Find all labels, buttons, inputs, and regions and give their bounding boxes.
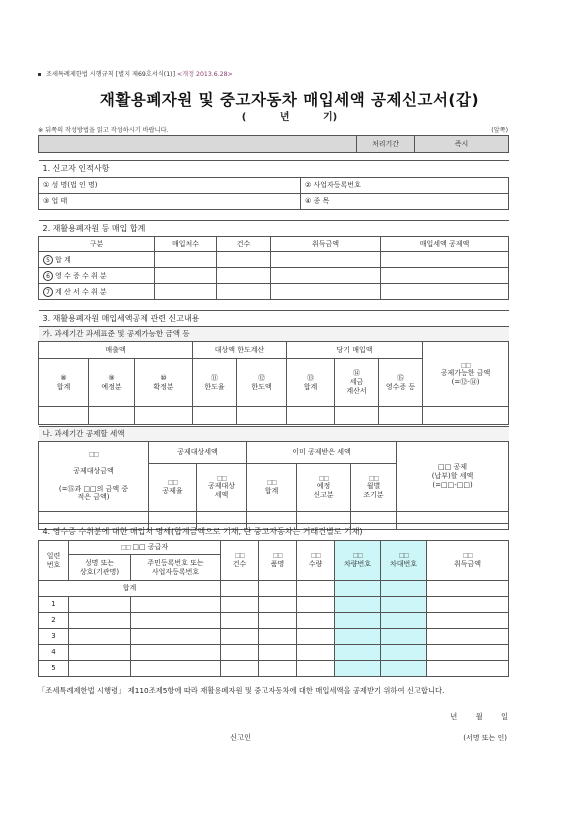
cell[interactable]: [69, 613, 131, 629]
date-line: 년 월 일: [450, 712, 508, 721]
col-acquisition: 취득금액: [271, 237, 381, 252]
row-total-label: [39, 252, 155, 268]
deductible-formula: (=⑫-⑭): [451, 377, 480, 386]
square-marker: □□: [398, 552, 409, 560]
cell[interactable]: [335, 597, 381, 613]
col-count: 건수: [217, 237, 271, 252]
col-label: 품명: [270, 559, 285, 568]
signature-label[interactable]: (서명 또는 인): [463, 734, 507, 742]
col-item: [259, 541, 297, 581]
section2-title: 2. 재활용폐자원 등 매입 합계: [39, 221, 509, 237]
col-label: 차대번호: [389, 559, 418, 568]
square-marker: □□: [460, 361, 471, 369]
applicant-label: 신고인: [230, 733, 252, 742]
cell[interactable]: [221, 629, 259, 645]
col-vehicle-no: [335, 541, 381, 581]
col-deduction: 매입세액 공제액: [381, 237, 509, 252]
cell[interactable]: [89, 407, 135, 425]
square-marker: □□: [352, 552, 363, 560]
col-num: ⑮: [397, 373, 404, 382]
cell[interactable]: [427, 661, 509, 677]
col-deducted-total: [247, 463, 297, 511]
square-marker: □□: [88, 450, 99, 458]
circled-number: 5: [43, 255, 53, 265]
cell[interactable]: [271, 284, 381, 300]
col-label: 한도액: [251, 382, 272, 391]
col-label: 수량: [308, 559, 323, 568]
circled-number: 6: [43, 271, 53, 281]
cell[interactable]: [69, 597, 131, 613]
payable-label-1: □□ 공제: [438, 463, 468, 472]
col-label: 영수증 등: [385, 382, 416, 391]
col-label: 공제율: [162, 486, 183, 495]
page-side: (앞쪽): [491, 127, 508, 134]
cell[interactable]: [297, 645, 335, 661]
col-supplier-id: 주민등록번호 또는 사업자등록번호: [131, 555, 221, 581]
cell[interactable]: [217, 252, 271, 268]
cell[interactable]: [427, 629, 509, 645]
col-supplier-count: 매입처수: [155, 237, 217, 252]
business-item-field[interactable]: ④ 종 목: [301, 194, 509, 210]
purchase-header: 당기 매입액: [287, 342, 423, 359]
cell[interactable]: [155, 284, 217, 300]
col-label: 예정 신고분: [313, 482, 334, 499]
cell[interactable]: [335, 613, 381, 629]
col-label: 합계: [264, 486, 279, 495]
section3-title: 3. 재활용폐자원 매입세액공제 관련 신고내용: [39, 311, 509, 327]
cell[interactable]: [297, 629, 335, 645]
col-num: ⑨: [108, 373, 115, 382]
cell[interactable]: [135, 407, 193, 425]
col-sales-final: [135, 359, 193, 407]
col-label: 합계: [56, 382, 71, 391]
col-count: [221, 541, 259, 581]
col-label: 합계: [303, 382, 318, 391]
col-num: ⑧: [60, 373, 67, 382]
cell[interactable]: [221, 661, 259, 677]
cell[interactable]: [297, 661, 335, 677]
row-serial: 2: [39, 613, 69, 629]
row-label: 영 수 증 수 취 분: [55, 271, 107, 280]
form-period: ( 년 기): [241, 112, 338, 123]
declaration-text: 「조세특례제한법 시행령」 제110조제5항에 따라 재활용폐자원 및 중고자동차에 대한 매입세액을 공제받기 위하여 신고합니다.: [38, 686, 445, 695]
cell[interactable]: [259, 645, 297, 661]
cell[interactable]: [335, 407, 379, 425]
section4-title: 4. 영수증 수취분에 대한 매입처 명세(합계금액으로 기재, 단 중고자동차는 거래건별로 기재): [39, 524, 509, 541]
cell[interactable]: [69, 661, 131, 677]
square-marker: □□: [216, 474, 227, 482]
target-amount-label: 공제대상금액: [73, 467, 114, 475]
cell[interactable]: [427, 613, 509, 629]
cell[interactable]: [131, 613, 221, 629]
cell[interactable]: [335, 629, 381, 645]
form-title: 재활용폐자원 및 중고자동차 매입세액 공제신고서(갑): [99, 91, 480, 109]
row-serial: 4: [39, 645, 69, 661]
col-deduct-rate: [149, 463, 197, 511]
cell[interactable]: [297, 597, 335, 613]
sales-header: 매출액: [39, 342, 193, 359]
cell[interactable]: [381, 613, 427, 629]
cell[interactable]: [335, 661, 381, 677]
col-label: 확정분: [153, 382, 174, 391]
section2-table: [38, 220, 509, 300]
cell[interactable]: [221, 613, 259, 629]
instruction-note: ※ 뒤쪽의 작성방법을 읽고 작성하시기 바랍니다.: [38, 127, 169, 134]
deductible-label: 공제가능한 금액: [440, 369, 491, 377]
target-formula: (=⑮과 □□의 금액 중 적은 금액): [58, 484, 129, 502]
col-chassis-no: [381, 541, 427, 581]
col-label: 한도율: [204, 382, 225, 391]
cell[interactable]: [271, 252, 381, 268]
already-deducted-header: 이미 공제받은 세액: [247, 442, 397, 464]
revision-date: <개정 2013.6.28>: [176, 71, 233, 78]
payable-header: [397, 442, 509, 512]
cell[interactable]: [335, 581, 381, 597]
col-sales-prelim: [89, 359, 135, 407]
cell[interactable]: [381, 268, 509, 284]
cell[interactable]: [297, 581, 335, 597]
deductible-header: [423, 342, 509, 407]
row-serial: 5: [39, 661, 69, 677]
square-marker: □□: [272, 552, 283, 560]
col-sales-total: [39, 359, 89, 407]
col-label: 세금 계산서: [346, 378, 367, 395]
cell[interactable]: [427, 581, 509, 597]
cell[interactable]: [131, 661, 221, 677]
cell[interactable]: [69, 629, 131, 645]
cell[interactable]: [131, 597, 221, 613]
cell[interactable]: [427, 645, 509, 661]
deduct-tax-header: 공제대상세액: [149, 442, 247, 464]
col-num: ⑩: [160, 373, 167, 382]
cell[interactable]: [155, 268, 217, 284]
cell[interactable]: [259, 661, 297, 677]
law-reference: 조세특례제한법 시행규칙 [별지 제69호서식(1)]: [46, 71, 175, 78]
square-marker: □□: [318, 474, 329, 482]
cell[interactable]: [155, 252, 217, 268]
cell[interactable]: [287, 407, 335, 425]
col-purchase-total: [287, 359, 335, 407]
total-row-label: 합계: [39, 581, 221, 597]
square-marker: □□: [167, 479, 178, 487]
processing-shade: [39, 136, 357, 153]
col-label: 예정분: [101, 382, 122, 391]
col-label: 취득금액: [454, 559, 482, 568]
row-invoice-label: [39, 284, 155, 300]
cell[interactable]: [427, 597, 509, 613]
section3-sub-a: 가. 과세기간 과세표준 및 공제가능한 금액 등: [39, 327, 509, 342]
row-receipt-label: [39, 268, 155, 284]
processing-table: [38, 135, 509, 153]
square-marker: □□: [266, 479, 277, 487]
name-field[interactable]: ① 성 명(법 인 명): [39, 178, 301, 194]
cell[interactable]: [131, 645, 221, 661]
cell[interactable]: [297, 613, 335, 629]
row-label: 계 산 서 수 취 분: [55, 287, 107, 296]
cell[interactable]: [39, 407, 89, 425]
payable-label-2: (납부)할 세액: [431, 472, 474, 480]
row-serial: 1: [39, 597, 69, 613]
cell[interactable]: [423, 407, 509, 425]
cell[interactable]: [69, 645, 131, 661]
processing-value: 즉시: [415, 136, 509, 153]
cell[interactable]: [221, 597, 259, 613]
cell[interactable]: [217, 268, 271, 284]
col-label: 월별 조기분: [363, 482, 384, 499]
section1-table: [38, 160, 509, 210]
section4-table: [38, 523, 509, 677]
limit-header: 대상액 한도계산: [193, 342, 287, 359]
cell[interactable]: [335, 645, 381, 661]
col-num: ⑭: [353, 369, 360, 378]
col-supplier-name: 성명 또는 상호(기관명): [69, 555, 131, 581]
square-marker: □□: [310, 552, 321, 560]
col-limit-amount: [237, 359, 287, 407]
cell[interactable]: [193, 407, 237, 425]
section3b-table: [38, 426, 509, 530]
cell[interactable]: [221, 645, 259, 661]
col-serial: 일련 번호: [39, 541, 69, 581]
col-label: 건수: [232, 559, 247, 568]
col-qty: [297, 541, 335, 581]
cell[interactable]: [271, 268, 381, 284]
cell[interactable]: [381, 581, 427, 597]
col-purchase-receipt: [379, 359, 423, 407]
col-deducted-monthly: [351, 463, 397, 511]
cell[interactable]: [381, 252, 509, 268]
cell[interactable]: [259, 597, 297, 613]
square-marker: □□: [462, 552, 473, 560]
payable-formula: (=□□-□□): [432, 480, 473, 489]
cell[interactable]: [259, 613, 297, 629]
cell[interactable]: [259, 581, 297, 597]
cell[interactable]: [217, 284, 271, 300]
col-num: ⑬: [307, 373, 314, 382]
cell[interactable]: [381, 284, 509, 300]
business-type-field[interactable]: ③ 업 태: [39, 194, 301, 210]
row-serial: 3: [39, 629, 69, 645]
form-reference: [38, 69, 233, 78]
cell[interactable]: [131, 629, 221, 645]
col-deducted-prelim: [297, 463, 351, 511]
circled-number: 7: [43, 287, 53, 297]
col-purchase-invoice: [335, 359, 379, 407]
supplier-header: [69, 541, 221, 555]
cell[interactable]: [237, 407, 287, 425]
cell[interactable]: [379, 407, 423, 425]
section1-title: 1. 신고자 인적사항: [39, 161, 509, 178]
col-num: ⑫: [258, 373, 265, 382]
col-label: 공제대상 세액: [207, 482, 236, 499]
col-label: 차량번호: [343, 559, 372, 568]
col-acquire-amount: [427, 541, 509, 581]
cell[interactable]: [381, 645, 427, 661]
section3-sub-b: 나. 과세기간 공제할 세액: [39, 427, 509, 442]
col-num: ⑪: [211, 373, 218, 382]
processing-label: 처리기간: [357, 136, 415, 153]
col-deduct-tax: [197, 463, 247, 511]
cell[interactable]: [221, 581, 259, 597]
section3a-table: [38, 310, 509, 425]
supplier-label: □□ 공급자: [132, 543, 169, 552]
col-limit-rate: [193, 359, 237, 407]
bullet-icon: [38, 73, 41, 76]
bizno-field[interactable]: ② 사업자등록번호: [301, 178, 509, 194]
square-marker: □□: [234, 552, 245, 560]
square-marker: □□: [120, 544, 131, 552]
target-amount-header: [39, 442, 149, 512]
cell[interactable]: [381, 661, 427, 677]
cell[interactable]: [381, 629, 427, 645]
cell[interactable]: [259, 629, 297, 645]
square-marker: □□: [368, 474, 379, 482]
col-category: 구분: [39, 237, 155, 252]
row-label: 합 계: [55, 255, 71, 264]
cell[interactable]: [381, 597, 427, 613]
